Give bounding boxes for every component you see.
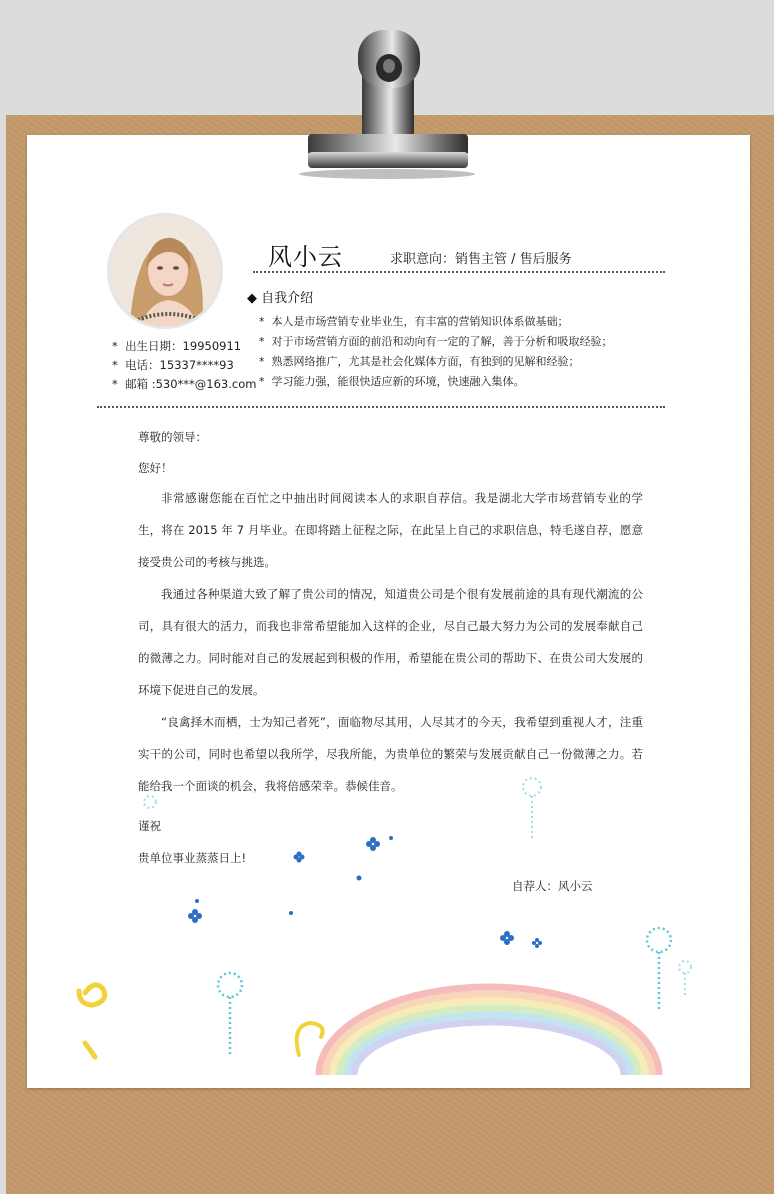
applicant-name: 风小云 bbox=[268, 243, 343, 271]
swirl-graphics bbox=[79, 985, 323, 1057]
letter-hello: 您好！ bbox=[138, 461, 173, 475]
birth-date: * 出生日期：19950911 bbox=[112, 339, 242, 353]
list-item: * 对于市场营销方面的前沿和动向有一定的了解，善于分析和吸取经验； bbox=[259, 335, 613, 348]
letter-paragraph: 我通过各种渠道大致了解了贵公司的情况，知道贵公司是个很有发展前途的具有现代潮流的公司，具有很大的活力，而我也非常希望能加入这样的企业，尽自己最大努力为公司的发展奉献自己的微薄之力。同时能对自己的发展起到积极的作用，希望能在贵公司的帮助下、在贵公司大发展的环境下促进自己的发展。 bbox=[138, 587, 643, 697]
letter-body bbox=[138, 482, 643, 802]
section-divider bbox=[97, 406, 665, 408]
header-divider bbox=[253, 271, 665, 273]
list-item: * 本人是市场营销专业毕业生，有丰富的营销知识体系做基础； bbox=[259, 315, 569, 328]
rainbow-graphic bbox=[319, 987, 659, 1075]
closing-wish: 谨祝 bbox=[138, 819, 161, 833]
resume-sheet bbox=[27, 135, 750, 1088]
diamond-icon: ◆ bbox=[247, 291, 257, 306]
letter-salutation: 尊敬的领导： bbox=[138, 430, 207, 444]
list-item: * 学习能力强，能很快适应新的环境，快速融入集体。 bbox=[259, 375, 525, 388]
binder-clip-icon bbox=[292, 22, 482, 182]
closing-blessing: 贵单位事业蒸蒸日上! bbox=[138, 851, 247, 865]
list-item: * 熟悉网络推广，尤其是社会化媒体方面，有独到的见解和经验； bbox=[259, 355, 580, 368]
email-address: * 邮箱 :530***@163.com bbox=[112, 377, 257, 391]
phone-number: * 电话：15337****93 bbox=[112, 358, 234, 372]
letter-paragraph: 非常感谢您能在百忙之中抽出时间阅读本人的求职自荐信。我是湖北大学市场营销专业的学生，将在 2015 年 7 月毕业。在即将踏上征程之际，在此呈上自己的求职信息，特毛遂自荐，愿意接受贵公司的考核与挑选。 bbox=[138, 491, 643, 569]
intro-list bbox=[259, 312, 613, 392]
letter-paragraph: “良禽择木而栖，士为知己者死”，面临物尽其用，人尽其才的今天，我希望到重视人才，注重实干的公司，同时也希望以我所学，尽我所能，为贵单位的繁荣与发展贡献自己一份微薄之力。若能给我一个面谈的机会，我将倍感荣幸。恭候佳音。 bbox=[138, 715, 643, 793]
avatar-photo bbox=[107, 213, 223, 329]
dandelion-graphics bbox=[144, 778, 691, 1055]
contact-info bbox=[112, 337, 256, 394]
signature: 自荐人：风小云 bbox=[512, 879, 593, 893]
section-title-self-intro: ◆ 自我介绍 bbox=[247, 291, 314, 306]
job-intent: 求职意向：销售主管 / 售后服务 bbox=[390, 252, 572, 267]
